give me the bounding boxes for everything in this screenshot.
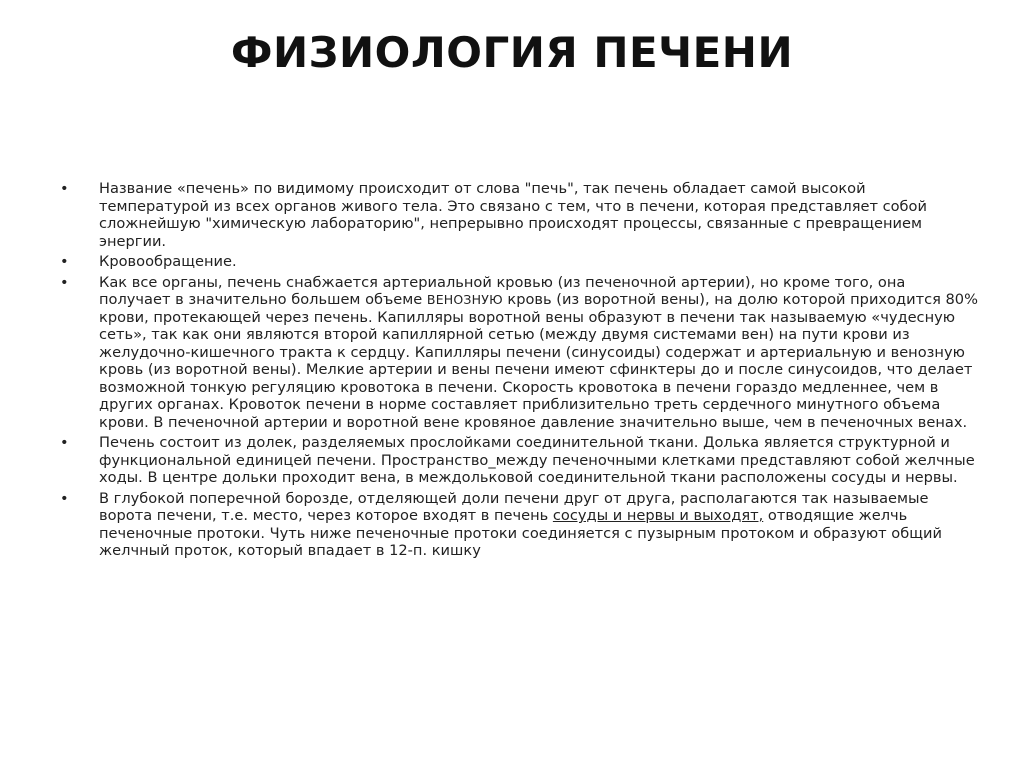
bullet-text-part: кровь (из воротной вены), на долю которой приходится 80% крови, протекающей через печень. Капилляры воротной вены образуют в печени так называемую «чудесную сеть», так как они являются второй капиллярной сетью (между двумя системами вен) на пути крови из желудочно-кишечного тракта к сердцу. Капилляры печени (синусоиды) содержат и артериальную и венозную кровь (из воротной вены). Мелкие артерии и вены печени имеют сфинктеры до и после синусоидов, что делает возможной тонкую регуляцию кровотока в печени. Скорость кровотока в печени гораздо медленнее, чем в других органах. Кровоток печени в норме составляет приблизительно треть сердечного минутного объема крови. В печеночной артерии и воротной вене кровяное давление значительно выше, чем в печеночных венах. (99, 291, 978, 431)
bullet-text-part: отводящие желчь печеночные протоки. Чуть ниже печеночные протоки соединяется с пузырным протоком и образуют общий желчный проток, который впадает в 12-п. кишку (99, 507, 942, 559)
slide-title: ФИЗИОЛОГИЯ ПЕЧЕНИ (230, 28, 794, 77)
bullet-icon: • (60, 180, 69, 197)
bullet-item-porta-hepatis (60, 490, 980, 560)
bullet-icon: • (60, 253, 69, 270)
bullet-icon: • (60, 273, 69, 291)
bullet-text: Кровообращение. (99, 253, 237, 270)
bullet-item-blood-supply (60, 274, 980, 432)
bullet-text-part: В глубокой поперечной борозде, отделяющей доли печени друг от друга, располагаются так называемые ворота печени, т.е. место, через которое входят в печень (99, 489, 929, 524)
bullet-text: Название «печень» по видимому происходит от слова "печь", так печень обладает самой высокой температурой из всех органов живого тела. Это связано с тем, что в печени, которая представляет собой сложнейшую "химическую лабораторию", непрерывно происходят процессы, связанные с превращением энергии. (99, 180, 927, 250)
bullet-list (60, 180, 980, 563)
bullet-item-etymology (60, 180, 980, 250)
bullet-text-underlined: сосуды и нервы и выходят, (552, 507, 764, 524)
bullet-icon: • (60, 434, 69, 451)
bullet-icon: • (60, 489, 69, 507)
bullet-item-circulation-heading (60, 253, 980, 271)
bullet-text-part: Как все органы, печень снабжается артериальной кровью (из печеночной артерии), но кроме того, она получает в значительно большем объеме (99, 273, 906, 308)
bullet-item-lobules (60, 434, 980, 487)
bullet-text-small-word: ВЕНОЗНУЮ (426, 292, 503, 307)
bullet-text: Печень состоит из долек, разделяемых прослойками соединительной ткани. Долька является структурной и функциональной единицей печени. Пространство_между печеночными клетками представляют собой желчные ходы. В центре дольки проходит вена, в междольковой соединительной ткани расположены сосуды и нервы. (99, 434, 975, 486)
